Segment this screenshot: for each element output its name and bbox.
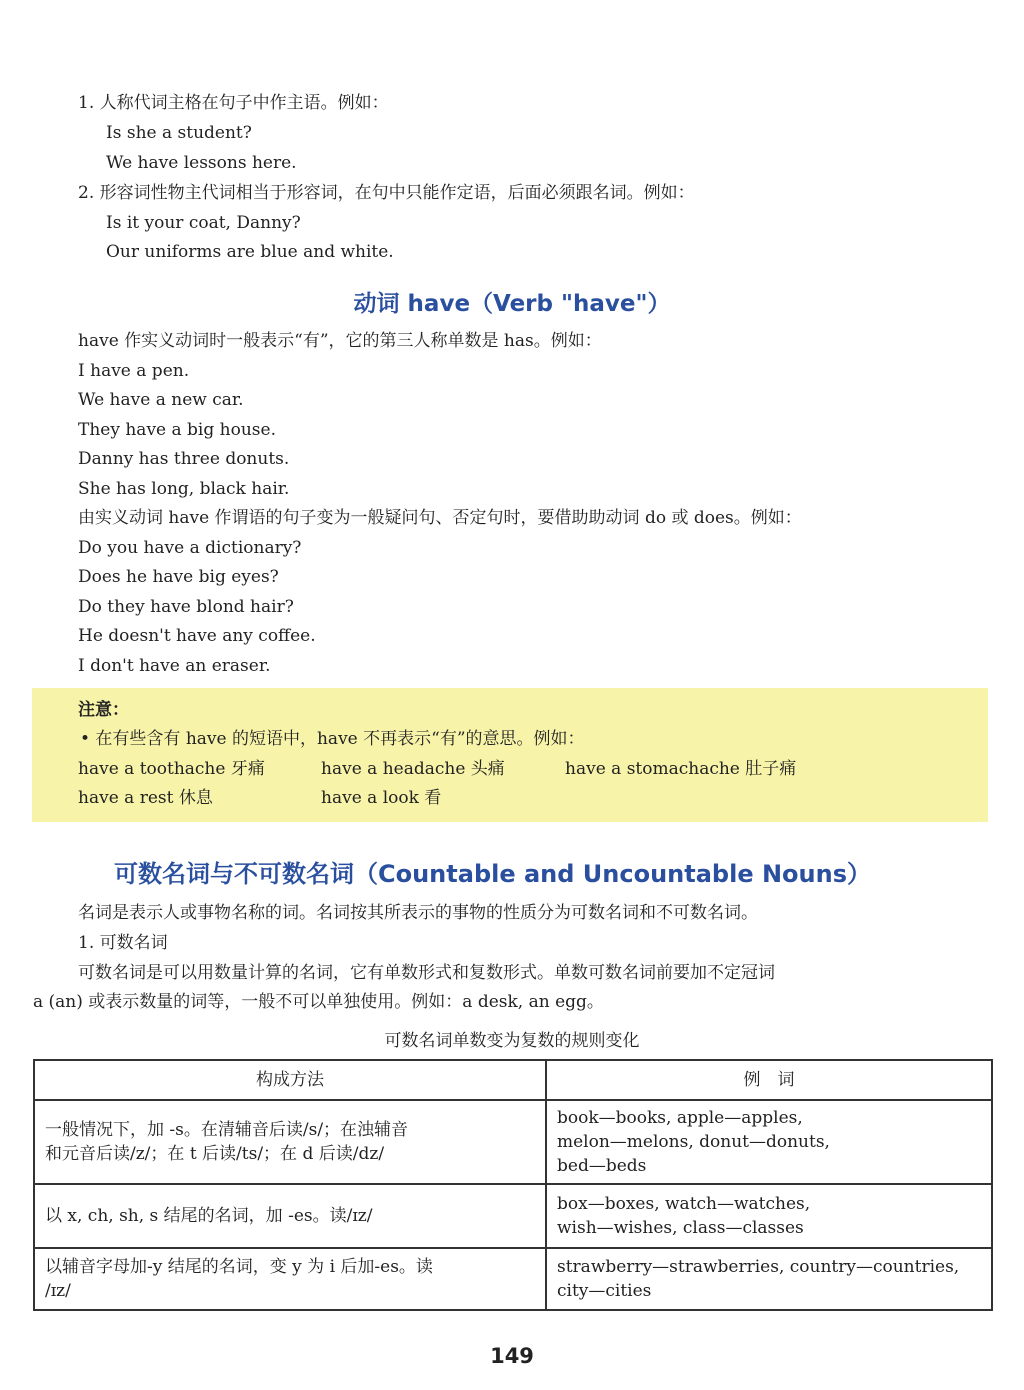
example-sentence: He doesn't have any coffee.	[78, 626, 316, 646]
method-line: 以辅音字母加-y 结尾的名词，变 y 为 i 后加-es。读	[45, 1257, 433, 1277]
table-header-row	[34, 1060, 992, 1100]
example-sentence: We have a new car.	[78, 390, 244, 410]
table-row	[34, 1184, 992, 1248]
verb-have-rule-2: 由实义动词 have 作谓语的句子变为一般疑问句、否定句时，要借助助动词 do 或 does。例如：	[78, 508, 802, 528]
pronoun-rule-2: 2. 形容词性物主代词相当于形容词，在句中只能作定语，后面必须跟名词。例如：	[78, 183, 695, 203]
table-row	[34, 1248, 992, 1310]
countable-paragraph-line: 可数名词是可以用数量计算的名词，它有单数形式和复数形式。单数可数名词前要加不定冠词	[78, 963, 775, 983]
example-line: city—cities	[557, 1281, 652, 1301]
example-line: book—books, apple—apples,	[557, 1108, 803, 1128]
example-sentence: Do you have a dictionary?	[78, 538, 302, 558]
example-sentence: They have a big house.	[78, 420, 276, 440]
note-phrase: have a rest 休息	[78, 788, 213, 808]
countable-subheading: 1. 可数名词	[78, 933, 168, 953]
example-sentence: Is it your coat, Danny?	[106, 213, 301, 233]
note-title: 注意：	[78, 700, 129, 720]
table-caption: 可数名词单数变为复数的规则变化	[384, 1031, 640, 1051]
method-line: /ɪz/	[45, 1281, 71, 1301]
method-cell	[34, 1248, 546, 1310]
table-row	[34, 1100, 992, 1184]
example-sentence: I don't have an eraser.	[78, 656, 271, 676]
column-header-method: 构成方法	[34, 1060, 546, 1100]
plural-rules-table	[33, 1059, 993, 1311]
note-phrase: have a look 看	[321, 788, 442, 808]
verb-have-heading: 动词 have（Verb "have"）	[353, 291, 671, 317]
method-cell	[34, 1100, 546, 1184]
example-sentence: Is she a student?	[106, 123, 252, 143]
note-phrase: have a headache 头痛	[321, 759, 505, 779]
method-cell	[34, 1184, 546, 1248]
example-sentence: She has long, black hair.	[78, 479, 290, 499]
example-sentence: Our uniforms are blue and white.	[106, 242, 394, 262]
examples-cell	[546, 1100, 992, 1184]
method-line: 一般情况下，加 -s。在清辅音后读/s/；在浊辅音	[45, 1120, 409, 1140]
nouns-heading: 可数名词与不可数名词（Countable and Uncountable Nouns）	[114, 860, 871, 888]
verb-have-intro: have 作实义动词时一般表示“有”，它的第三人称单数是 has。例如：	[78, 331, 602, 351]
example-sentence: Danny has three donuts.	[78, 449, 290, 469]
note-bullet: • 在有些含有 have 的短语中，have 不再表示“有”的意思。例如：	[80, 729, 585, 749]
nouns-intro: 名词是表示人或事物名称的词。名词按其所表示的事物的性质分为可数名词和不可数名词。	[78, 903, 758, 923]
example-line: wish—wishes, class—classes	[557, 1218, 804, 1238]
note-phrase: have a stomachache 肚子痛	[565, 759, 797, 779]
examples-cell	[546, 1184, 992, 1248]
note-phrase: have a toothache 牙痛	[78, 759, 265, 779]
example-line: box—boxes, watch—watches,	[557, 1194, 811, 1214]
example-line: bed—beds	[557, 1156, 647, 1176]
example-sentence: Does he have big eyes?	[78, 567, 279, 587]
example-sentence: We have lessons here.	[106, 153, 297, 173]
method-line: 以 x, ch, sh, s 结尾的名词，加 -es。读/ɪz/	[45, 1206, 373, 1226]
example-sentence: Do they have blond hair?	[78, 597, 294, 617]
countable-paragraph-line: a (an) 或表示数量的词等，一般不可以单独使用。例如：a desk, an egg。	[33, 992, 604, 1012]
example-line: strawberry—strawberries, country—countries,	[557, 1257, 960, 1277]
method-line: 和元音后读/z/；在 t 后读/ts/；在 d 后读/dz/	[45, 1144, 385, 1164]
pronoun-rule-1: 1. 人称代词主格在句子中作主语。例如：	[78, 93, 389, 113]
example-sentence: I have a pen.	[78, 361, 190, 381]
column-header-examples: 例 词	[546, 1060, 992, 1100]
example-line: melon—melons, donut—donuts,	[557, 1132, 830, 1152]
examples-cell	[546, 1248, 992, 1310]
page-number: 149	[490, 1344, 534, 1368]
